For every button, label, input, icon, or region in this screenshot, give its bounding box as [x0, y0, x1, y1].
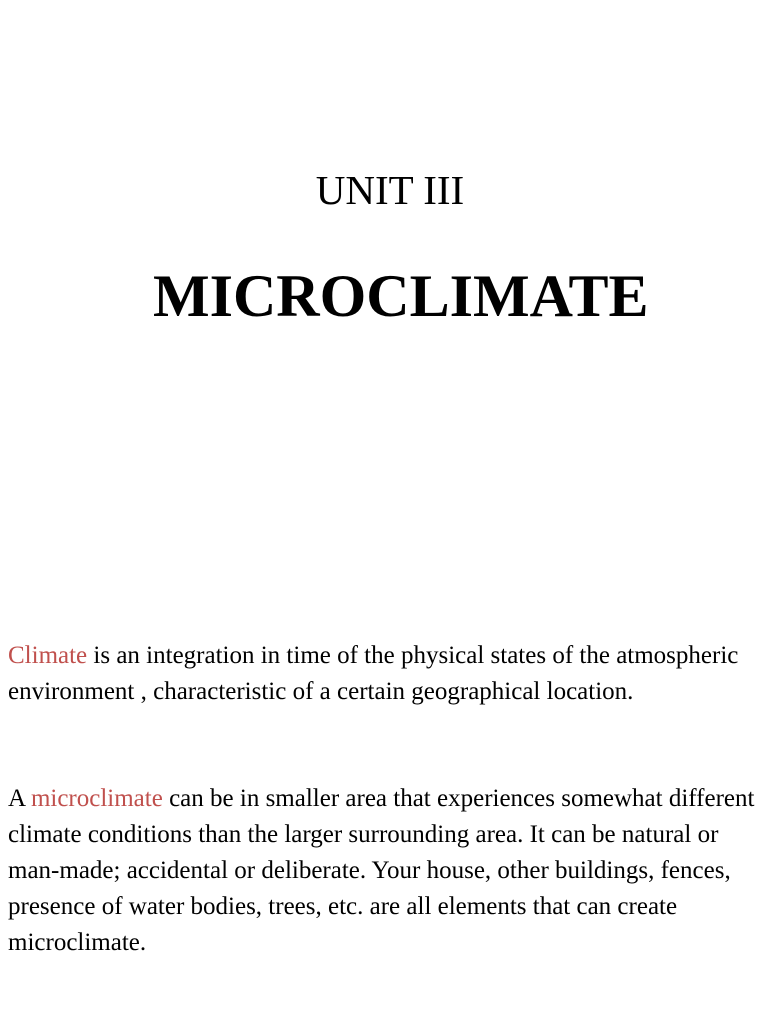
climate-term: Climate: [8, 642, 88, 669]
climate-definition-paragraph: [8, 638, 766, 710]
climate-definition-text: is an integration in time of the physical states of the atmospheric environment , characteristic of a certain geographical location.: [8, 642, 739, 705]
microclimate-definition-paragraph: [8, 781, 766, 961]
microclimate-definition-text: can be in smaller area that experiences somewhat different climate conditions than the larger surrounding area. It can be natural or man-made; accidental or deliberate. Your house, other buildings, fences, presence of water bodies, trees, etc. are all elements that can create microclimate.: [8, 785, 755, 956]
unit-label: UNIT III: [315, 167, 465, 213]
microclimate-term: microclimate: [30, 785, 163, 812]
page-title: MICROCLIMATE: [153, 263, 649, 329]
microclimate-lead-text: A: [8, 785, 31, 812]
